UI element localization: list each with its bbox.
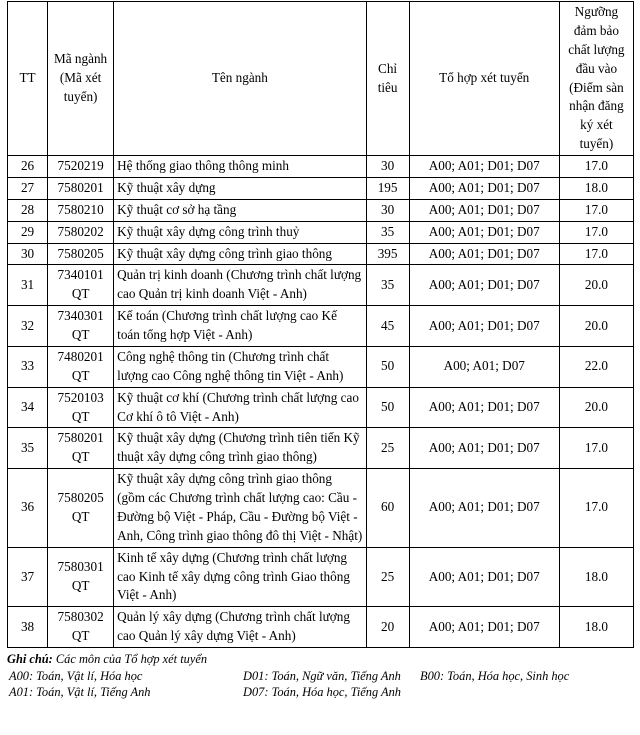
cell-major-name: Kỹ thuật cơ khí (Chương trình chất lượng cao Cơ khí ô tô Việt - Anh) <box>114 387 366 428</box>
cell-threshold: 20.0 <box>559 387 633 428</box>
cell-threshold: 17.0 <box>559 428 633 469</box>
cell-major-name: Kỹ thuật xây dựng <box>114 177 366 199</box>
cell-major-code: 7340301 QT <box>48 306 114 347</box>
cell-major-name: Quản lý xây dựng (Chương trình chất lượng cao Quản lý xây dựng Việt - Anh) <box>114 607 366 648</box>
table-row <box>8 547 634 607</box>
column-header-tt: TT <box>8 2 48 156</box>
admissions-quota-document <box>0 1 640 735</box>
cell-tt: 27 <box>8 177 48 199</box>
cell-quota: 45 <box>366 306 409 347</box>
cell-tt: 34 <box>8 387 48 428</box>
notes-section <box>7 651 640 702</box>
column-header-subject-combination: Tổ hợp xét tuyển <box>409 2 559 156</box>
cell-quota: 195 <box>366 177 409 199</box>
cell-subject-combination: A00; A01; D07 <box>409 346 559 387</box>
note-line: B00: Toán, Hóa học, Sinh học <box>420 668 570 683</box>
cell-major-code: 7580301 QT <box>48 547 114 607</box>
cell-major-name: Kỹ thuật xây dựng (Chương trình tiên tiến Kỹ thuật xây dựng công trình giao thông) <box>114 428 366 469</box>
cell-quota: 395 <box>366 243 409 265</box>
column-header-threshold: Ngưỡng đảm bảo chất lượng đầu vào (Điểm sàn nhận đăng ký xét tuyển) <box>559 2 633 156</box>
cell-major-code: 7580201 <box>48 177 114 199</box>
cell-major-name: Kinh tế xây dựng (Chương trình chất lượng cao Kinh tế xây dựng công trình Giao thông Việt - Anh) <box>114 547 366 607</box>
cell-subject-combination: A00; A01; D01; D07 <box>409 428 559 469</box>
cell-subject-combination: A00; A01; D01; D07 <box>409 607 559 648</box>
note-line: A01: Toán, Vật lí, Tiếng Anh <box>9 685 151 700</box>
cell-tt: 31 <box>8 265 48 306</box>
cell-tt: 35 <box>8 428 48 469</box>
cell-major-name: Kỹ thuật xây dựng công trình giao thông <box>114 243 366 265</box>
cell-tt: 28 <box>8 199 48 221</box>
cell-threshold: 20.0 <box>559 265 633 306</box>
cell-major-name: Kỹ thuật cơ sở hạ tầng <box>114 199 366 221</box>
cell-major-code: 7580202 <box>48 221 114 243</box>
cell-subject-combination: A00; A01; D01; D07 <box>409 547 559 607</box>
cell-threshold: 22.0 <box>559 346 633 387</box>
cell-threshold: 17.0 <box>559 221 633 243</box>
cell-threshold: 17.0 <box>559 243 633 265</box>
cell-quota: 50 <box>366 387 409 428</box>
notes-column-2 <box>243 668 401 702</box>
cell-tt: 36 <box>8 469 48 548</box>
cell-tt: 32 <box>8 306 48 347</box>
cell-major-name: Kế toán (Chương trình chất lượng cao Kế toán tổng hợp Việt - Anh) <box>114 306 366 347</box>
table-row <box>8 265 634 306</box>
cell-major-name: Công nghệ thông tin (Chương trình chất lượng cao Công nghệ thông tin Việt - Anh) <box>114 346 366 387</box>
cell-major-code: 7580205 <box>48 243 114 265</box>
table-row <box>8 221 634 243</box>
cell-subject-combination: A00; A01; D01; D07 <box>409 199 559 221</box>
cell-quota: 30 <box>366 199 409 221</box>
cell-subject-combination: A00; A01; D01; D07 <box>409 177 559 199</box>
cell-quota: 50 <box>366 346 409 387</box>
cell-threshold: 18.0 <box>559 547 633 607</box>
cell-major-code: 7580210 <box>48 199 114 221</box>
note-line: D01: Toán, Ngữ văn, Tiếng Anh <box>243 668 401 683</box>
cell-major-code: 7580201 QT <box>48 428 114 469</box>
notes-column-3 <box>420 668 569 685</box>
cell-major-code: 7520103 QT <box>48 387 114 428</box>
cell-major-name: Quản trị kinh doanh (Chương trình chất lượng cao Quản trị kinh doanh Việt - Anh) <box>114 265 366 306</box>
column-header-quota: Chỉ tiêu <box>366 2 409 156</box>
note-line: A00: Toán, Vật lí, Hóa học <box>9 668 143 683</box>
table-row <box>8 177 634 199</box>
cell-quota: 35 <box>366 221 409 243</box>
cell-tt: 26 <box>8 156 48 178</box>
table-body <box>8 156 634 648</box>
cell-subject-combination: A00; A01; D01; D07 <box>409 221 559 243</box>
table-row <box>8 156 634 178</box>
cell-subject-combination: A00; A01; D01; D07 <box>409 243 559 265</box>
notes-columns <box>7 668 640 702</box>
admissions-table <box>7 1 634 648</box>
cell-subject-combination: A00; A01; D01; D07 <box>409 469 559 548</box>
cell-threshold: 17.0 <box>559 199 633 221</box>
cell-quota: 25 <box>366 547 409 607</box>
cell-quota: 35 <box>366 265 409 306</box>
notes-heading <box>7 651 640 668</box>
cell-subject-combination: A00; A01; D01; D07 <box>409 387 559 428</box>
table-row <box>8 243 634 265</box>
table-row <box>8 387 634 428</box>
table-header <box>8 2 634 156</box>
notes-column-1 <box>9 668 150 702</box>
cell-major-name: Hệ thống giao thông thông minh <box>114 156 366 178</box>
cell-major-name: Kỹ thuật xây dựng công trình giao thông (gồm các Chương trình chất lượng cao: Cầu - Đường bộ Việt - Pháp, Cầu - Đường bộ Việt - Anh, Công trình giao thông đô thị Việt - Nhật) <box>114 469 366 548</box>
table-row <box>8 306 634 347</box>
cell-tt: 38 <box>8 607 48 648</box>
table-row <box>8 199 634 221</box>
cell-threshold: 20.0 <box>559 306 633 347</box>
cell-major-code: 7580302 QT <box>48 607 114 648</box>
cell-tt: 30 <box>8 243 48 265</box>
cell-subject-combination: A00; A01; D01; D07 <box>409 156 559 178</box>
cell-major-code: 7520219 <box>48 156 114 178</box>
table-row <box>8 607 634 648</box>
cell-threshold: 17.0 <box>559 156 633 178</box>
cell-major-code: 7340101 QT <box>48 265 114 306</box>
table-header-row <box>8 2 634 156</box>
table-row <box>8 346 634 387</box>
cell-threshold: 17.0 <box>559 469 633 548</box>
cell-quota: 20 <box>366 607 409 648</box>
cell-quota: 25 <box>366 428 409 469</box>
table-row <box>8 428 634 469</box>
cell-tt: 33 <box>8 346 48 387</box>
cell-quota: 60 <box>366 469 409 548</box>
notes-label: Ghi chú: <box>7 652 53 666</box>
cell-major-code: 7480201 QT <box>48 346 114 387</box>
cell-subject-combination: A00; A01; D01; D07 <box>409 306 559 347</box>
cell-major-name: Kỹ thuật xây dựng công trình thuỷ <box>114 221 366 243</box>
cell-quota: 30 <box>366 156 409 178</box>
table-row <box>8 469 634 548</box>
notes-heading-text: Các môn của Tổ hợp xét tuyển <box>55 652 208 666</box>
cell-tt: 29 <box>8 221 48 243</box>
column-header-major-code: Mã ngành (Mã xét tuyển) <box>48 2 114 156</box>
cell-threshold: 18.0 <box>559 607 633 648</box>
cell-major-code: 7580205 QT <box>48 469 114 548</box>
cell-tt: 37 <box>8 547 48 607</box>
cell-subject-combination: A00; A01; D01; D07 <box>409 265 559 306</box>
cell-threshold: 18.0 <box>559 177 633 199</box>
column-header-major-name: Tên ngành <box>114 2 366 156</box>
note-line: D07: Toán, Hóa học, Tiếng Anh <box>243 685 401 700</box>
